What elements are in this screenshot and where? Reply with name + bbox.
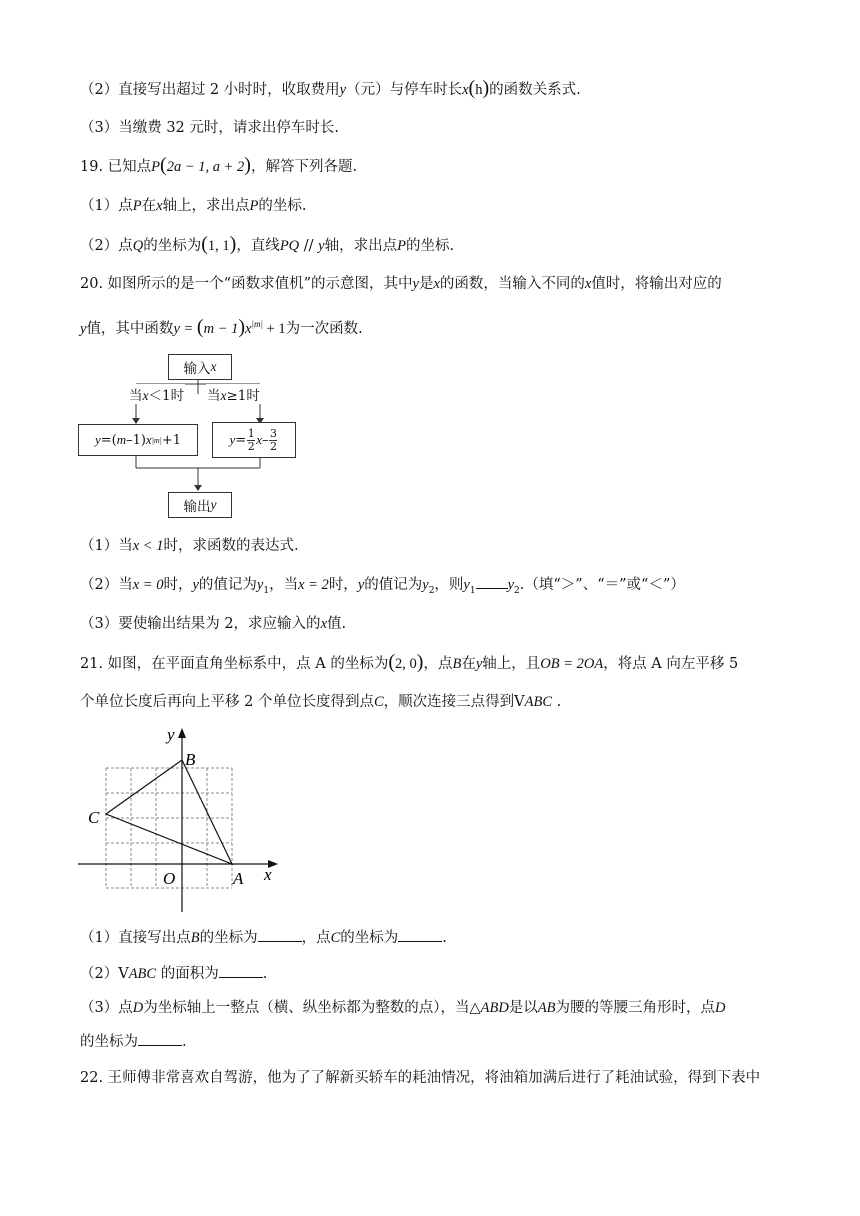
q18-part2: （2）直接写出超过 2 小时时，收取费用y（元）与停车时长x(h)的函数关系式. <box>80 77 581 99</box>
q20-part3: （3）要使输出结果为 2，求应输入的x值. <box>80 616 347 632</box>
q21-b-coord-blank[interactable] <box>258 941 302 942</box>
flow-branch-left-label: 当x＜1时 <box>128 384 185 404</box>
graph-label-b: B <box>185 750 196 769</box>
q18-part3: （3）当缴费 32 元时，请求出停车时长. <box>80 120 340 136</box>
q21-stem-line2: 个单位长度后再向上平移 2 个单位长度得到点C，顺次连接三点得到VABC . <box>80 694 562 710</box>
graph-label-c: C <box>88 808 100 827</box>
flow-left-box: y =( m –1) x |m| +1 <box>78 424 198 456</box>
q21-part2: （2）VABC 的面积为 . <box>80 966 268 982</box>
q19-part2: （2）点Q的坐标为(1, 1)，直线PQ // y轴，求出点P的坐标. <box>80 233 455 255</box>
q21-area-blank[interactable] <box>219 977 263 978</box>
q20-part2: （2）当x = 0时，y的值记为$y_1$，当x = 2时，y的值记为$y_2$，则$y_1$ $y_2$.（填“＞”、“＝”或“＜”） <box>80 577 685 596</box>
q19-part1: （1）点P在x轴上，求出点P的坐标. <box>80 198 307 214</box>
q19-stem: 19. 已知点P(2a − 1, a + 2)，解答下列各题. <box>80 154 358 176</box>
q21-stem-line1: 21. 如图，在平面直角坐标系中，点 A 的坐标为(2, 0)，点B在y轴上，且OB = 2OA，将点 A 向左平移 5 <box>80 651 739 673</box>
graph-label-o: O <box>163 869 176 888</box>
graph-label-a: A <box>233 869 244 888</box>
flowchart <box>76 354 306 524</box>
graph-label-x: x <box>264 865 272 884</box>
flow-output-box: 输出 y <box>168 492 232 518</box>
q21-coordinate-graph <box>78 720 288 920</box>
flow-input-box: 输入 x <box>168 354 232 380</box>
q21-part1: （1）直接写出点B的坐标为 ，点C的坐标为 . <box>80 930 447 946</box>
q21-c-coord-blank[interactable] <box>398 941 442 942</box>
flow-right-box: y = 1 2 x – 3 2 <box>212 422 296 458</box>
flow-branch-right-label: 当x≥1时 <box>206 384 261 404</box>
q20-stem-line1: 20. 如图所示的是一个“函数求值机”的示意图，其中y是x的函数，当输入不同的x值时，将输出对应的 <box>80 276 722 292</box>
q21-part3-line1: （3）点D为坐标轴上一整点（横、纵坐标都为整数的点），当△ABD是以AB为腰的等腰三角形时，点D <box>80 1000 726 1016</box>
q21-part3-line2: 的坐标为 . <box>80 1034 187 1050</box>
q20-answer-blank[interactable] <box>476 588 508 589</box>
q21-d-coord-blank[interactable] <box>138 1045 182 1046</box>
q22-stem: 22. 王师傅非常喜欢自驾游，他为了了解新买轿车的耗油情况，将油箱加满后进行了耗油试验，得到下表中 <box>80 1070 761 1086</box>
q20-part1: （1）当x < 1时，求函数的表达式. <box>80 538 299 554</box>
q20-stem-line2: y值，其中函数$y = (m - 1)x^{|m|} + 1$为一次函数. <box>80 315 363 338</box>
graph-label-y: y <box>167 725 175 744</box>
